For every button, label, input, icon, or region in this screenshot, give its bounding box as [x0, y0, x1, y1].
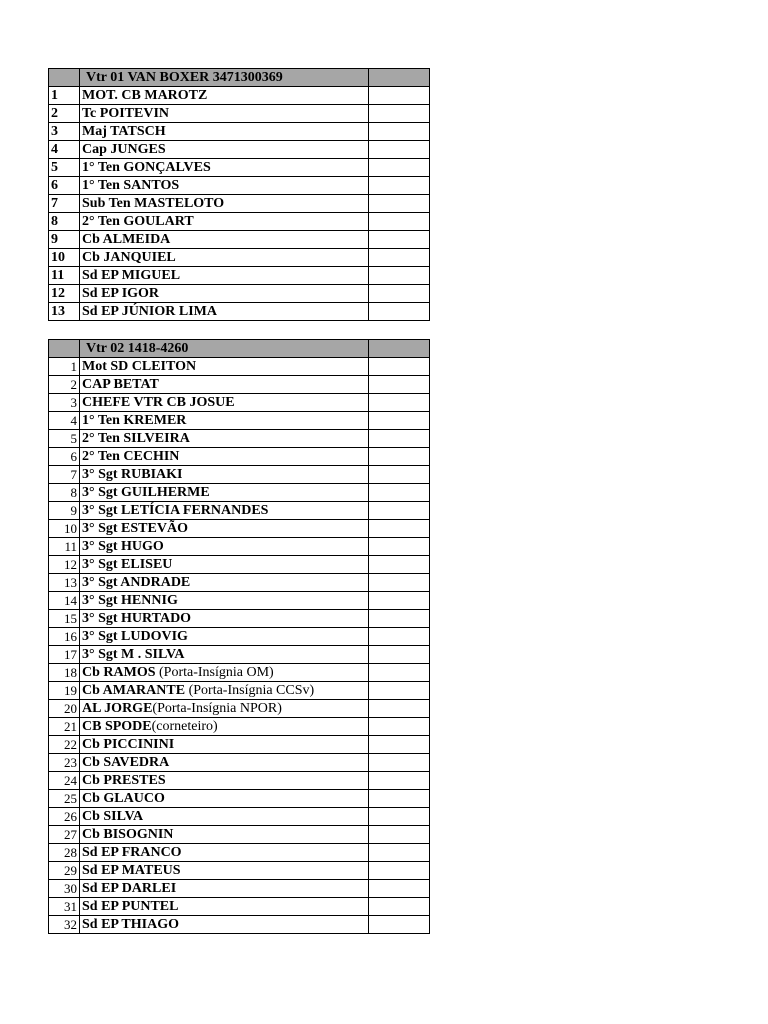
person-name-cell [80, 448, 369, 466]
table-row [49, 484, 430, 502]
empty-cell [369, 394, 430, 412]
person-name-cell [80, 87, 369, 105]
table-row [49, 520, 430, 538]
person-name-cell [80, 123, 369, 141]
empty-cell [369, 448, 430, 466]
header-extra-cell [369, 340, 430, 358]
person-name: Cb GLAUCO [82, 791, 165, 806]
person-name: Sd EP MIGUEL [82, 268, 181, 283]
empty-cell [369, 610, 430, 628]
empty-cell [369, 682, 430, 700]
empty-cell [369, 141, 430, 159]
person-name: 1° Ten GONÇALVES [82, 160, 211, 175]
person-name: Cb JANQUIEL [82, 250, 176, 265]
person-name-cell [80, 772, 369, 790]
vehicle-2-table-body [49, 340, 430, 934]
empty-cell [369, 826, 430, 844]
empty-cell [369, 700, 430, 718]
person-role-note: (Porta-Insígnia NPOR) [152, 701, 282, 716]
table-row [49, 736, 430, 754]
table-row [49, 574, 430, 592]
person-name: Cb AMARANTE [82, 683, 186, 698]
empty-cell [369, 772, 430, 790]
empty-cell [369, 285, 430, 303]
person-name: Mot SD CLEITON [82, 359, 197, 374]
table-row [49, 358, 430, 376]
table-row [49, 195, 430, 213]
row-number: 6 [49, 177, 80, 195]
row-number: 19 [49, 682, 80, 700]
person-name-cell [80, 141, 369, 159]
row-number: 13 [49, 303, 80, 321]
person-name: 3° Sgt M . SILVA [82, 647, 185, 662]
row-number: 15 [49, 610, 80, 628]
person-role-note: (Porta-Insígnia CCSv) [185, 683, 315, 698]
empty-cell [369, 430, 430, 448]
person-name-cell [80, 466, 369, 484]
empty-cell [369, 898, 430, 916]
row-number: 2 [49, 376, 80, 394]
row-number: 18 [49, 664, 80, 682]
person-name: Sd EP FRANCO [82, 845, 182, 860]
person-name-cell [80, 826, 369, 844]
person-name-cell [80, 898, 369, 916]
person-name-cell [80, 213, 369, 231]
empty-cell [369, 376, 430, 394]
row-number: 4 [49, 412, 80, 430]
person-name: Sd EP DARLEI [82, 881, 177, 896]
empty-cell [369, 916, 430, 934]
empty-cell [369, 502, 430, 520]
person-name: 2° Ten SILVEIRA [82, 431, 190, 446]
person-name: 1° Ten KREMER [82, 413, 187, 428]
row-number: 8 [49, 484, 80, 502]
empty-cell [369, 105, 430, 123]
table-row [49, 664, 430, 682]
person-name: Maj TATSCH [82, 124, 166, 139]
table-row [49, 105, 430, 123]
person-name: CB SPODE [82, 719, 152, 734]
person-name: Cb PICCININI [82, 737, 175, 752]
table-row [49, 466, 430, 484]
vehicle-1-table [48, 68, 430, 321]
person-name-cell [80, 718, 369, 736]
person-role-note: (corneteiro) [151, 719, 218, 734]
empty-cell [369, 87, 430, 105]
person-name-cell [80, 195, 369, 213]
empty-cell [369, 231, 430, 249]
row-number: 13 [49, 574, 80, 592]
person-name: Cb SILVA [82, 809, 144, 824]
empty-cell [369, 412, 430, 430]
person-name: Sd EP PUNTEL [82, 899, 179, 914]
row-number: 24 [49, 772, 80, 790]
person-name-cell [80, 736, 369, 754]
table-row [49, 376, 430, 394]
empty-cell [369, 538, 430, 556]
row-number: 9 [49, 502, 80, 520]
person-name: 1° Ten SANTOS [82, 178, 180, 193]
row-number: 9 [49, 231, 80, 249]
table-row [49, 556, 430, 574]
person-name-cell [80, 394, 369, 412]
table-row [49, 880, 430, 898]
person-name-cell [80, 376, 369, 394]
table-row [49, 177, 430, 195]
person-name: Sub Ten MASTELOTO [82, 196, 225, 211]
row-number: 5 [49, 430, 80, 448]
table-row [49, 628, 430, 646]
person-name-cell [80, 592, 369, 610]
row-number: 16 [49, 628, 80, 646]
person-name-cell [80, 159, 369, 177]
vehicle-title: Vtr 01 VAN BOXER 3471300369 [80, 69, 369, 87]
person-name-cell [80, 502, 369, 520]
header-num-cell [49, 69, 80, 87]
empty-cell [369, 466, 430, 484]
row-number: 32 [49, 916, 80, 934]
table-row [49, 502, 430, 520]
person-name: Cb BISOGNIN [82, 827, 174, 842]
table-row [49, 249, 430, 267]
table-row [49, 592, 430, 610]
person-name-cell [80, 303, 369, 321]
person-name-cell [80, 880, 369, 898]
row-number: 5 [49, 159, 80, 177]
person-name: Cb SAVEDRA [82, 755, 170, 770]
row-number: 28 [49, 844, 80, 862]
row-number: 1 [49, 87, 80, 105]
person-name: AL JORGE [82, 701, 153, 716]
empty-cell [369, 592, 430, 610]
header-extra-cell [369, 69, 430, 87]
person-name: MOT. CB MAROTZ [82, 88, 208, 103]
row-number: 1 [49, 358, 80, 376]
table-header-row [49, 69, 430, 87]
person-name-cell [80, 844, 369, 862]
row-number: 10 [49, 249, 80, 267]
person-name-cell [80, 538, 369, 556]
person-name: 3° Sgt GUILHERME [82, 485, 210, 500]
person-name: 3° Sgt ELISEU [82, 557, 173, 572]
person-name: 3° Sgt HURTADO [82, 611, 192, 626]
table-row [49, 790, 430, 808]
empty-cell [369, 249, 430, 267]
row-number: 11 [49, 267, 80, 285]
table-row [49, 844, 430, 862]
table-row [49, 700, 430, 718]
row-number: 21 [49, 718, 80, 736]
table-row [49, 646, 430, 664]
empty-cell [369, 880, 430, 898]
table-row [49, 754, 430, 772]
person-name-cell [80, 231, 369, 249]
table-row [49, 898, 430, 916]
person-name: Cb RAMOS [82, 665, 156, 680]
person-name-cell [80, 682, 369, 700]
row-number: 7 [49, 195, 80, 213]
person-name-cell [80, 754, 369, 772]
empty-cell [369, 790, 430, 808]
row-number: 3 [49, 123, 80, 141]
empty-cell [369, 520, 430, 538]
person-name-cell [80, 628, 369, 646]
person-name: Sd EP JÚNIOR LIMA [82, 304, 217, 319]
table-row [49, 448, 430, 466]
person-name-cell [80, 808, 369, 826]
row-number: 2 [49, 105, 80, 123]
person-name-cell [80, 249, 369, 267]
empty-cell [369, 844, 430, 862]
empty-cell [369, 664, 430, 682]
vehicle-2-table [48, 339, 430, 934]
person-name: Cb ALMEIDA [82, 232, 171, 247]
table-row [49, 916, 430, 934]
row-number: 6 [49, 448, 80, 466]
person-name-cell [80, 610, 369, 628]
row-number: 29 [49, 862, 80, 880]
vehicle-1-table-body [49, 69, 430, 321]
person-name-cell [80, 700, 369, 718]
empty-cell [369, 736, 430, 754]
table-row [49, 412, 430, 430]
row-number: 31 [49, 898, 80, 916]
person-name: 2° Ten GOULART [82, 214, 194, 229]
person-name: 3° Sgt LUDOVIG [82, 629, 188, 644]
person-name: 3° Sgt ANDRADE [82, 575, 191, 590]
person-name: 3° Sgt RUBIAKI [82, 467, 183, 482]
person-name: CAP BETAT [82, 377, 159, 392]
person-name-cell [80, 646, 369, 664]
person-name: Sd EP THIAGO [82, 917, 180, 932]
person-name: Tc POITEVIN [82, 106, 170, 121]
empty-cell [369, 123, 430, 141]
empty-cell [369, 718, 430, 736]
person-name-cell [80, 105, 369, 123]
empty-cell [369, 646, 430, 664]
person-name: Cb PRESTES [82, 773, 166, 788]
empty-cell [369, 754, 430, 772]
empty-cell [369, 484, 430, 502]
row-number: 26 [49, 808, 80, 826]
person-role-note: (Porta-Insígnia OM) [155, 665, 274, 680]
row-number: 10 [49, 520, 80, 538]
person-name-cell [80, 790, 369, 808]
row-number: 8 [49, 213, 80, 231]
table-row [49, 430, 430, 448]
table-row [49, 862, 430, 880]
person-name-cell [80, 574, 369, 592]
empty-cell [369, 574, 430, 592]
row-number: 25 [49, 790, 80, 808]
table-row [49, 303, 430, 321]
row-number: 22 [49, 736, 80, 754]
empty-cell [369, 267, 430, 285]
table-row [49, 123, 430, 141]
table-row [49, 610, 430, 628]
person-name-cell [80, 862, 369, 880]
person-name: CHEFE VTR CB JOSUE [82, 395, 235, 410]
person-name-cell [80, 916, 369, 934]
row-number: 11 [49, 538, 80, 556]
row-number: 27 [49, 826, 80, 844]
empty-cell [369, 177, 430, 195]
empty-cell [369, 358, 430, 376]
table-row [49, 267, 430, 285]
row-number: 7 [49, 466, 80, 484]
row-number: 12 [49, 285, 80, 303]
person-name: 3° Sgt HENNIG [82, 593, 178, 608]
person-name-cell [80, 556, 369, 574]
person-name: 2° Ten CECHIN [82, 449, 180, 464]
row-number: 12 [49, 556, 80, 574]
vehicle-title: Vtr 02 1418-4260 [80, 340, 369, 358]
row-number: 3 [49, 394, 80, 412]
table-header-row [49, 340, 430, 358]
person-name: Sd EP MATEUS [82, 863, 181, 878]
row-number: 17 [49, 646, 80, 664]
row-number: 20 [49, 700, 80, 718]
person-name-cell [80, 430, 369, 448]
table-row [49, 231, 430, 249]
person-name-cell [80, 285, 369, 303]
table-row [49, 718, 430, 736]
table-row [49, 285, 430, 303]
person-name: 3° Sgt ESTEVÃO [82, 521, 188, 536]
empty-cell [369, 556, 430, 574]
empty-cell [369, 303, 430, 321]
table-row [49, 87, 430, 105]
table-row [49, 394, 430, 412]
person-name: Sd EP IGOR [82, 286, 160, 301]
person-name-cell [80, 358, 369, 376]
empty-cell [369, 862, 430, 880]
row-number: 30 [49, 880, 80, 898]
person-name: Cap JUNGES [82, 142, 166, 157]
empty-cell [369, 159, 430, 177]
person-name-cell [80, 177, 369, 195]
row-number: 14 [49, 592, 80, 610]
table-row [49, 538, 430, 556]
person-name-cell [80, 412, 369, 430]
person-name-cell [80, 484, 369, 502]
person-name-cell [80, 664, 369, 682]
table-row [49, 826, 430, 844]
empty-cell [369, 195, 430, 213]
person-name-cell [80, 520, 369, 538]
person-name-cell [80, 267, 369, 285]
empty-cell [369, 808, 430, 826]
row-number: 23 [49, 754, 80, 772]
table-row [49, 682, 430, 700]
table-row [49, 141, 430, 159]
person-name: 3° Sgt HUGO [82, 539, 164, 554]
table-row [49, 808, 430, 826]
empty-cell [369, 213, 430, 231]
table-row [49, 159, 430, 177]
table-row [49, 213, 430, 231]
table-row [49, 772, 430, 790]
empty-cell [369, 628, 430, 646]
row-number: 4 [49, 141, 80, 159]
person-name: 3° Sgt LETÍCIA FERNANDES [82, 503, 269, 518]
header-num-cell [49, 340, 80, 358]
